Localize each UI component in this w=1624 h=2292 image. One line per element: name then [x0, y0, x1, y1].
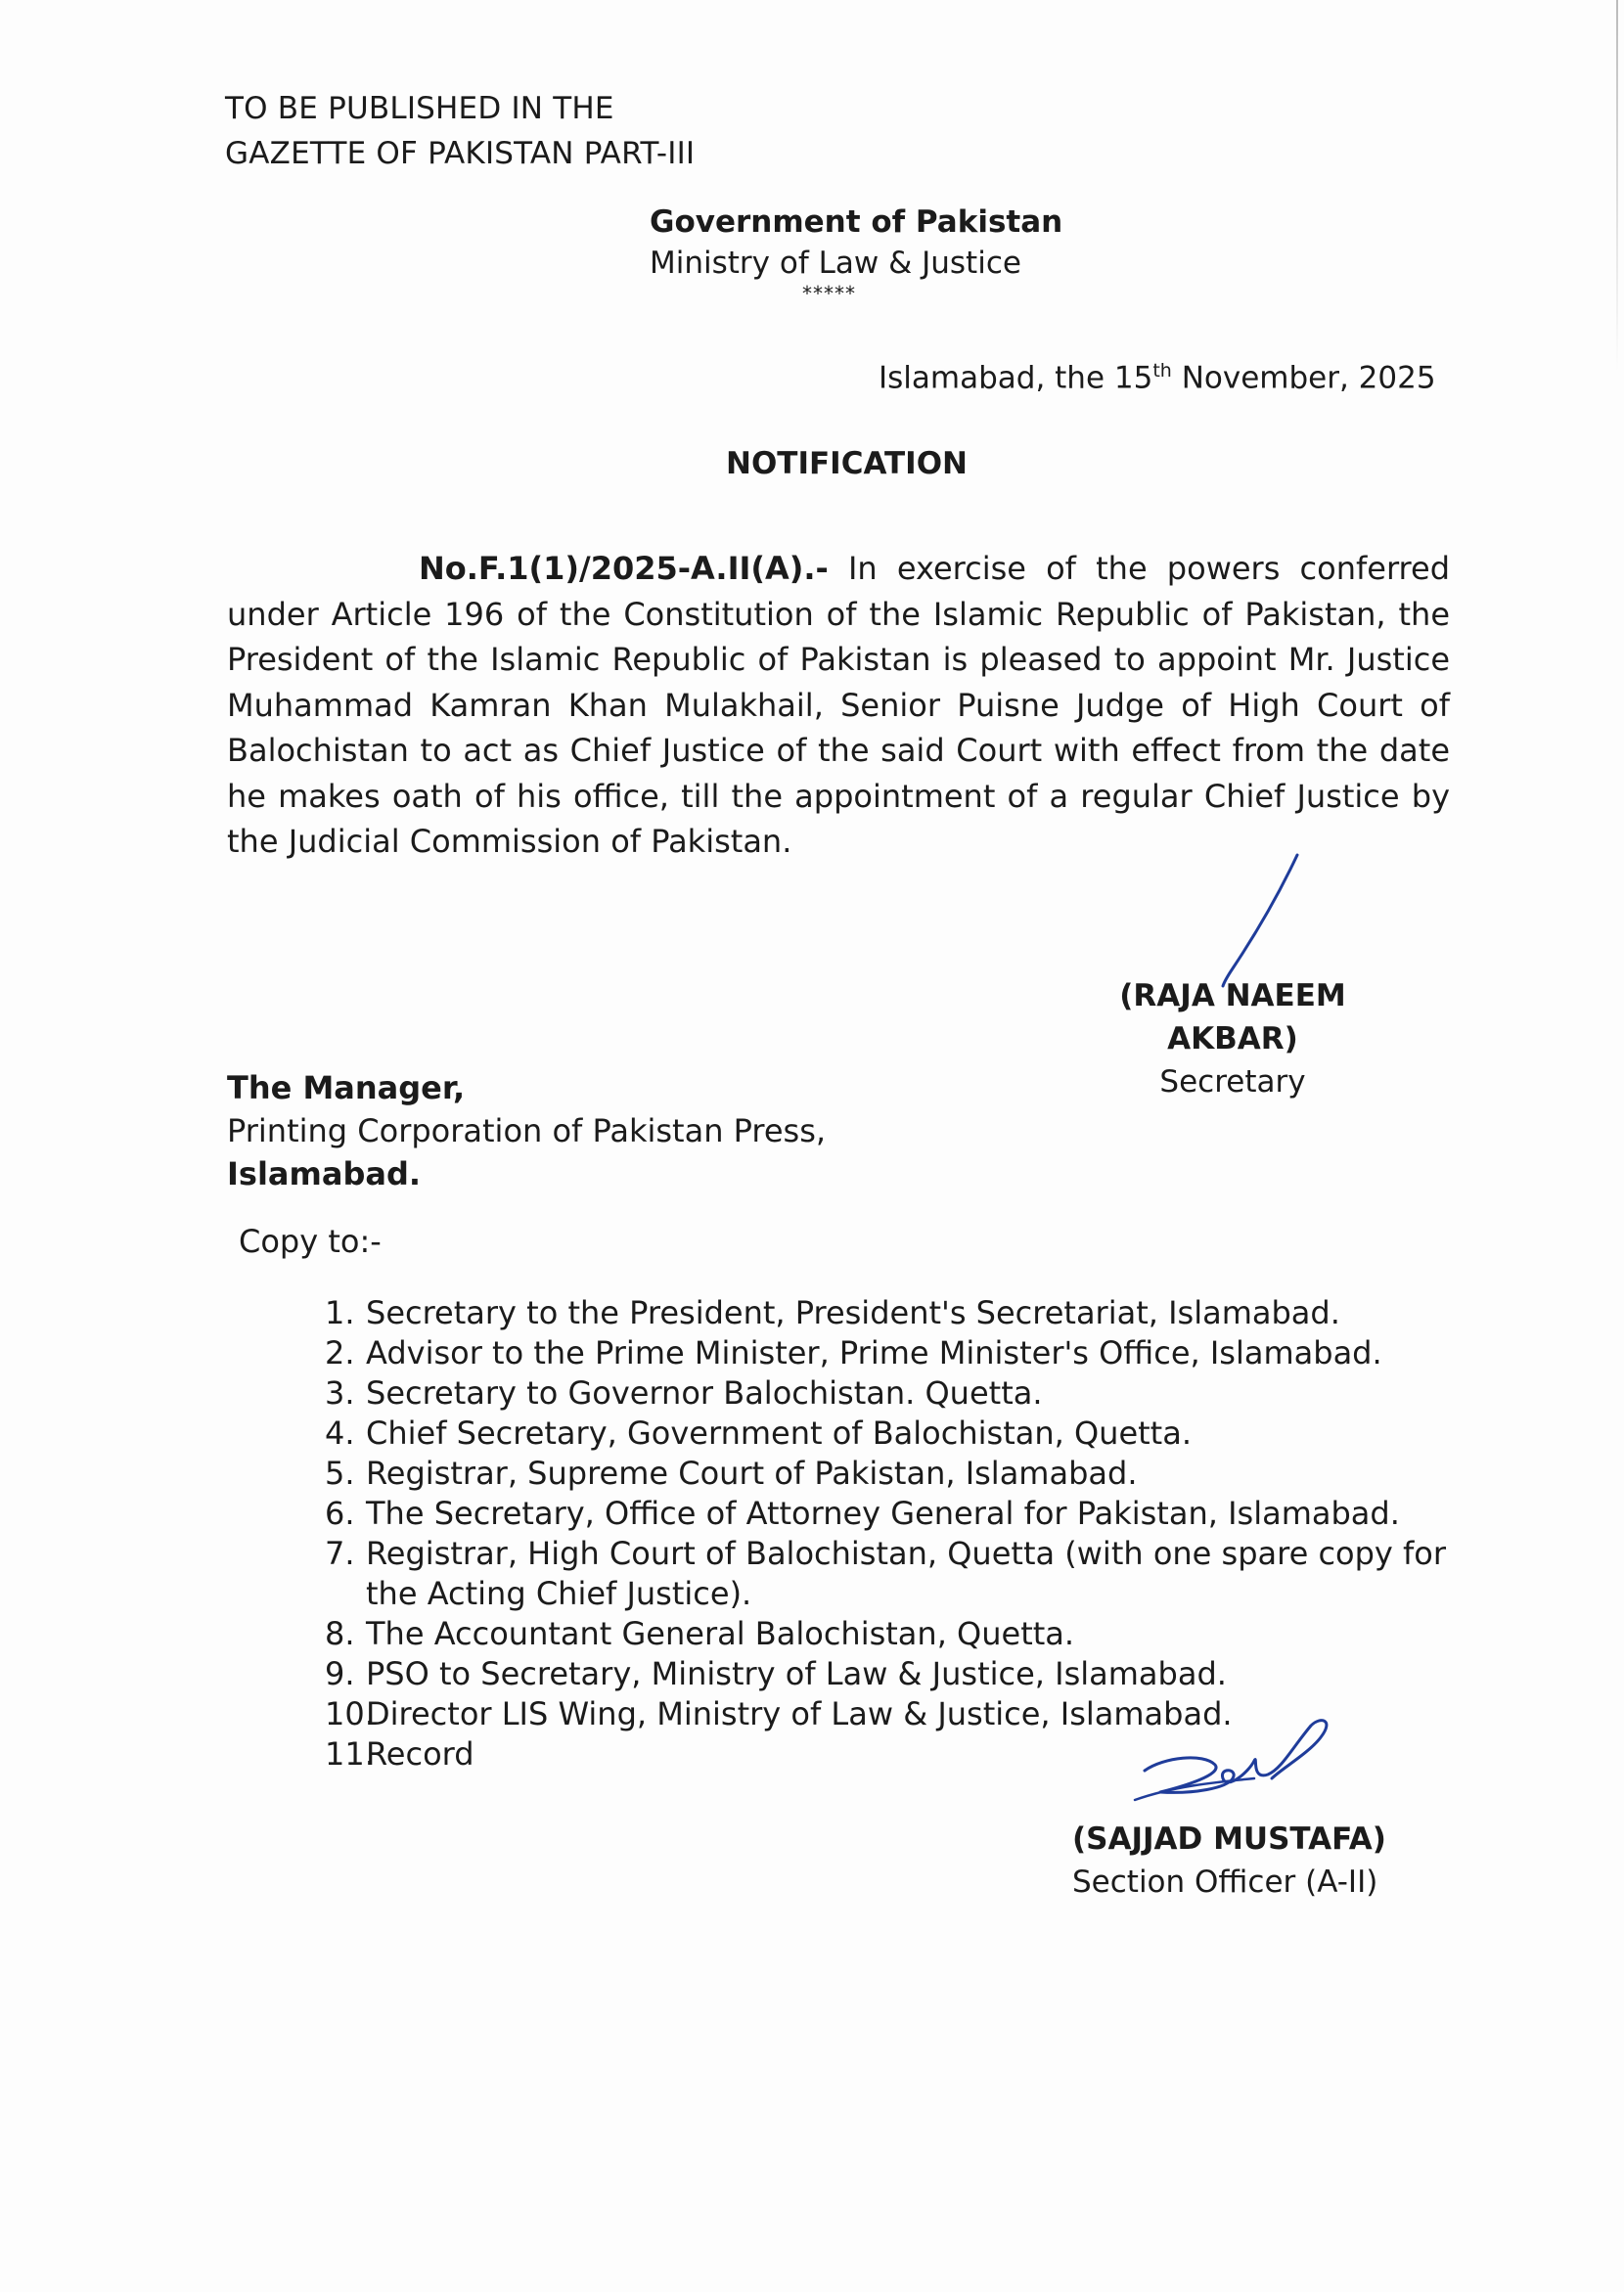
copy-to-item: [325, 1734, 1460, 1775]
notification-reference: No.F.1(1)/2025-A.II(A).-: [419, 550, 829, 587]
copy-to-item-text: PSO to Secretary, Ministry of Law & Justice, Islamabad.: [366, 1655, 1227, 1692]
copy-to-item-number: 6.: [325, 1495, 355, 1532]
secretary-name: (RAJA NAEEM AKBAR): [1119, 978, 1346, 1056]
copy-to-list: [325, 1293, 1460, 1775]
copy-to-item: [325, 1654, 1460, 1694]
secretary-signature-block: [1057, 974, 1409, 1103]
date-prefix: Islamabad, the 15: [879, 360, 1153, 396]
copy-to-item-text: Record: [366, 1735, 474, 1773]
copy-to-item-text: Registrar, Supreme Court of Pakistan, Islamabad.: [366, 1455, 1138, 1492]
header-separator: *****: [802, 282, 856, 305]
copy-to-item: [325, 1293, 1460, 1333]
copy-to-item-number: 1.: [325, 1294, 355, 1331]
section-officer-signature-block: [1072, 1818, 1386, 1904]
publish-line-1: TO BE PUBLISHED IN THE: [225, 91, 614, 126]
copy-to-item-number: 10.: [325, 1695, 375, 1732]
copy-to-item-text: Secretary to the President, President's Secretariat, Islamabad.: [366, 1294, 1340, 1331]
copy-to-item-text: Chief Secretary, Government of Balochistan, Quetta.: [366, 1415, 1192, 1452]
copy-to-heading: Copy to:-: [239, 1223, 382, 1260]
copy-to-item: [325, 1694, 1460, 1734]
dateline: [879, 360, 1436, 395]
copy-to-item: [325, 1373, 1460, 1414]
copy-to-item: [325, 1454, 1460, 1494]
copy-to-item: [325, 1614, 1460, 1654]
copy-to-item-text: Director LIS Wing, Ministry of Law & Justice, Islamabad.: [366, 1695, 1233, 1732]
gazette-publish-note: [225, 86, 695, 176]
publish-line-2: GAZETTE OF PAKISTAN PART-III: [225, 136, 696, 171]
copy-to-item: [325, 1333, 1460, 1373]
copy-to-item-number: 7.: [325, 1535, 355, 1572]
section-officer-name: (SAJJAD MUSTAFA): [1072, 1821, 1386, 1857]
addressee-block: [227, 1066, 826, 1195]
copy-to-item: [325, 1414, 1460, 1454]
copy-to-item: [325, 1534, 1460, 1614]
section-officer-designation: Section Officer (A-II): [1072, 1865, 1378, 1900]
copy-to-item-text: Registrar, High Court of Balochistan, Quetta (with one spare copy for the Acting Chief Justice).: [366, 1535, 1447, 1612]
copy-to-item-number: 5.: [325, 1455, 355, 1492]
copy-to-item-number: 11.: [325, 1735, 375, 1773]
copy-to-item-number: 8.: [325, 1615, 355, 1652]
copy-to-item-number: 9.: [325, 1655, 355, 1692]
addressee-line-2: Printing Corporation of Pakistan Press,: [227, 1112, 827, 1149]
copy-to-item-number: 2.: [325, 1334, 355, 1371]
date-rest: November, 2025: [1171, 360, 1436, 396]
copy-to-item-text: Advisor to the Prime Minister, Prime Minister's Office, Islamabad.: [366, 1334, 1382, 1371]
date-ordinal-suffix: th: [1152, 360, 1172, 382]
secretary-designation: Secretary: [1159, 1064, 1306, 1100]
addressee-line-1: The Manager,: [227, 1069, 466, 1106]
copy-to-item: [325, 1494, 1460, 1534]
scan-edge-shadow: [1616, 0, 1618, 372]
copy-to-item-text: The Secretary, Office of Attorney General for Pakistan, Islamabad.: [366, 1495, 1400, 1532]
copy-to-item-number: 3.: [325, 1374, 355, 1412]
copy-to-item-number: 4.: [325, 1415, 355, 1452]
ministry-title: Ministry of Law & Justice: [650, 246, 1021, 281]
addressee-line-3: Islamabad.: [227, 1155, 422, 1192]
notification-title: NOTIFICATION: [726, 446, 969, 481]
copy-to-item-text: The Accountant General Balochistan, Quetta.: [366, 1615, 1075, 1652]
office-header: [650, 202, 1062, 284]
notification-body: [227, 546, 1450, 865]
notification-text: In exercise of the powers conferred under Article 196 of the Constitution of the Islamic Republic of Pakistan, the President of the Islamic Republic of Pakistan is pleased to appoint Mr. Justice Muhammad Kamran Khan Mulakhail, Senior Puisne Judge of High Court of Balochistan to act as Chief Justice of the said Court with effect from the date he makes oath of his office, till the appointment of a regular Chief Justice by the Judicial Commission of Pakistan.: [227, 550, 1450, 860]
government-title: Government of Pakistan: [650, 204, 1063, 240]
copy-to-item-text: Secretary to Governor Balochistan. Quetta.: [366, 1374, 1043, 1412]
